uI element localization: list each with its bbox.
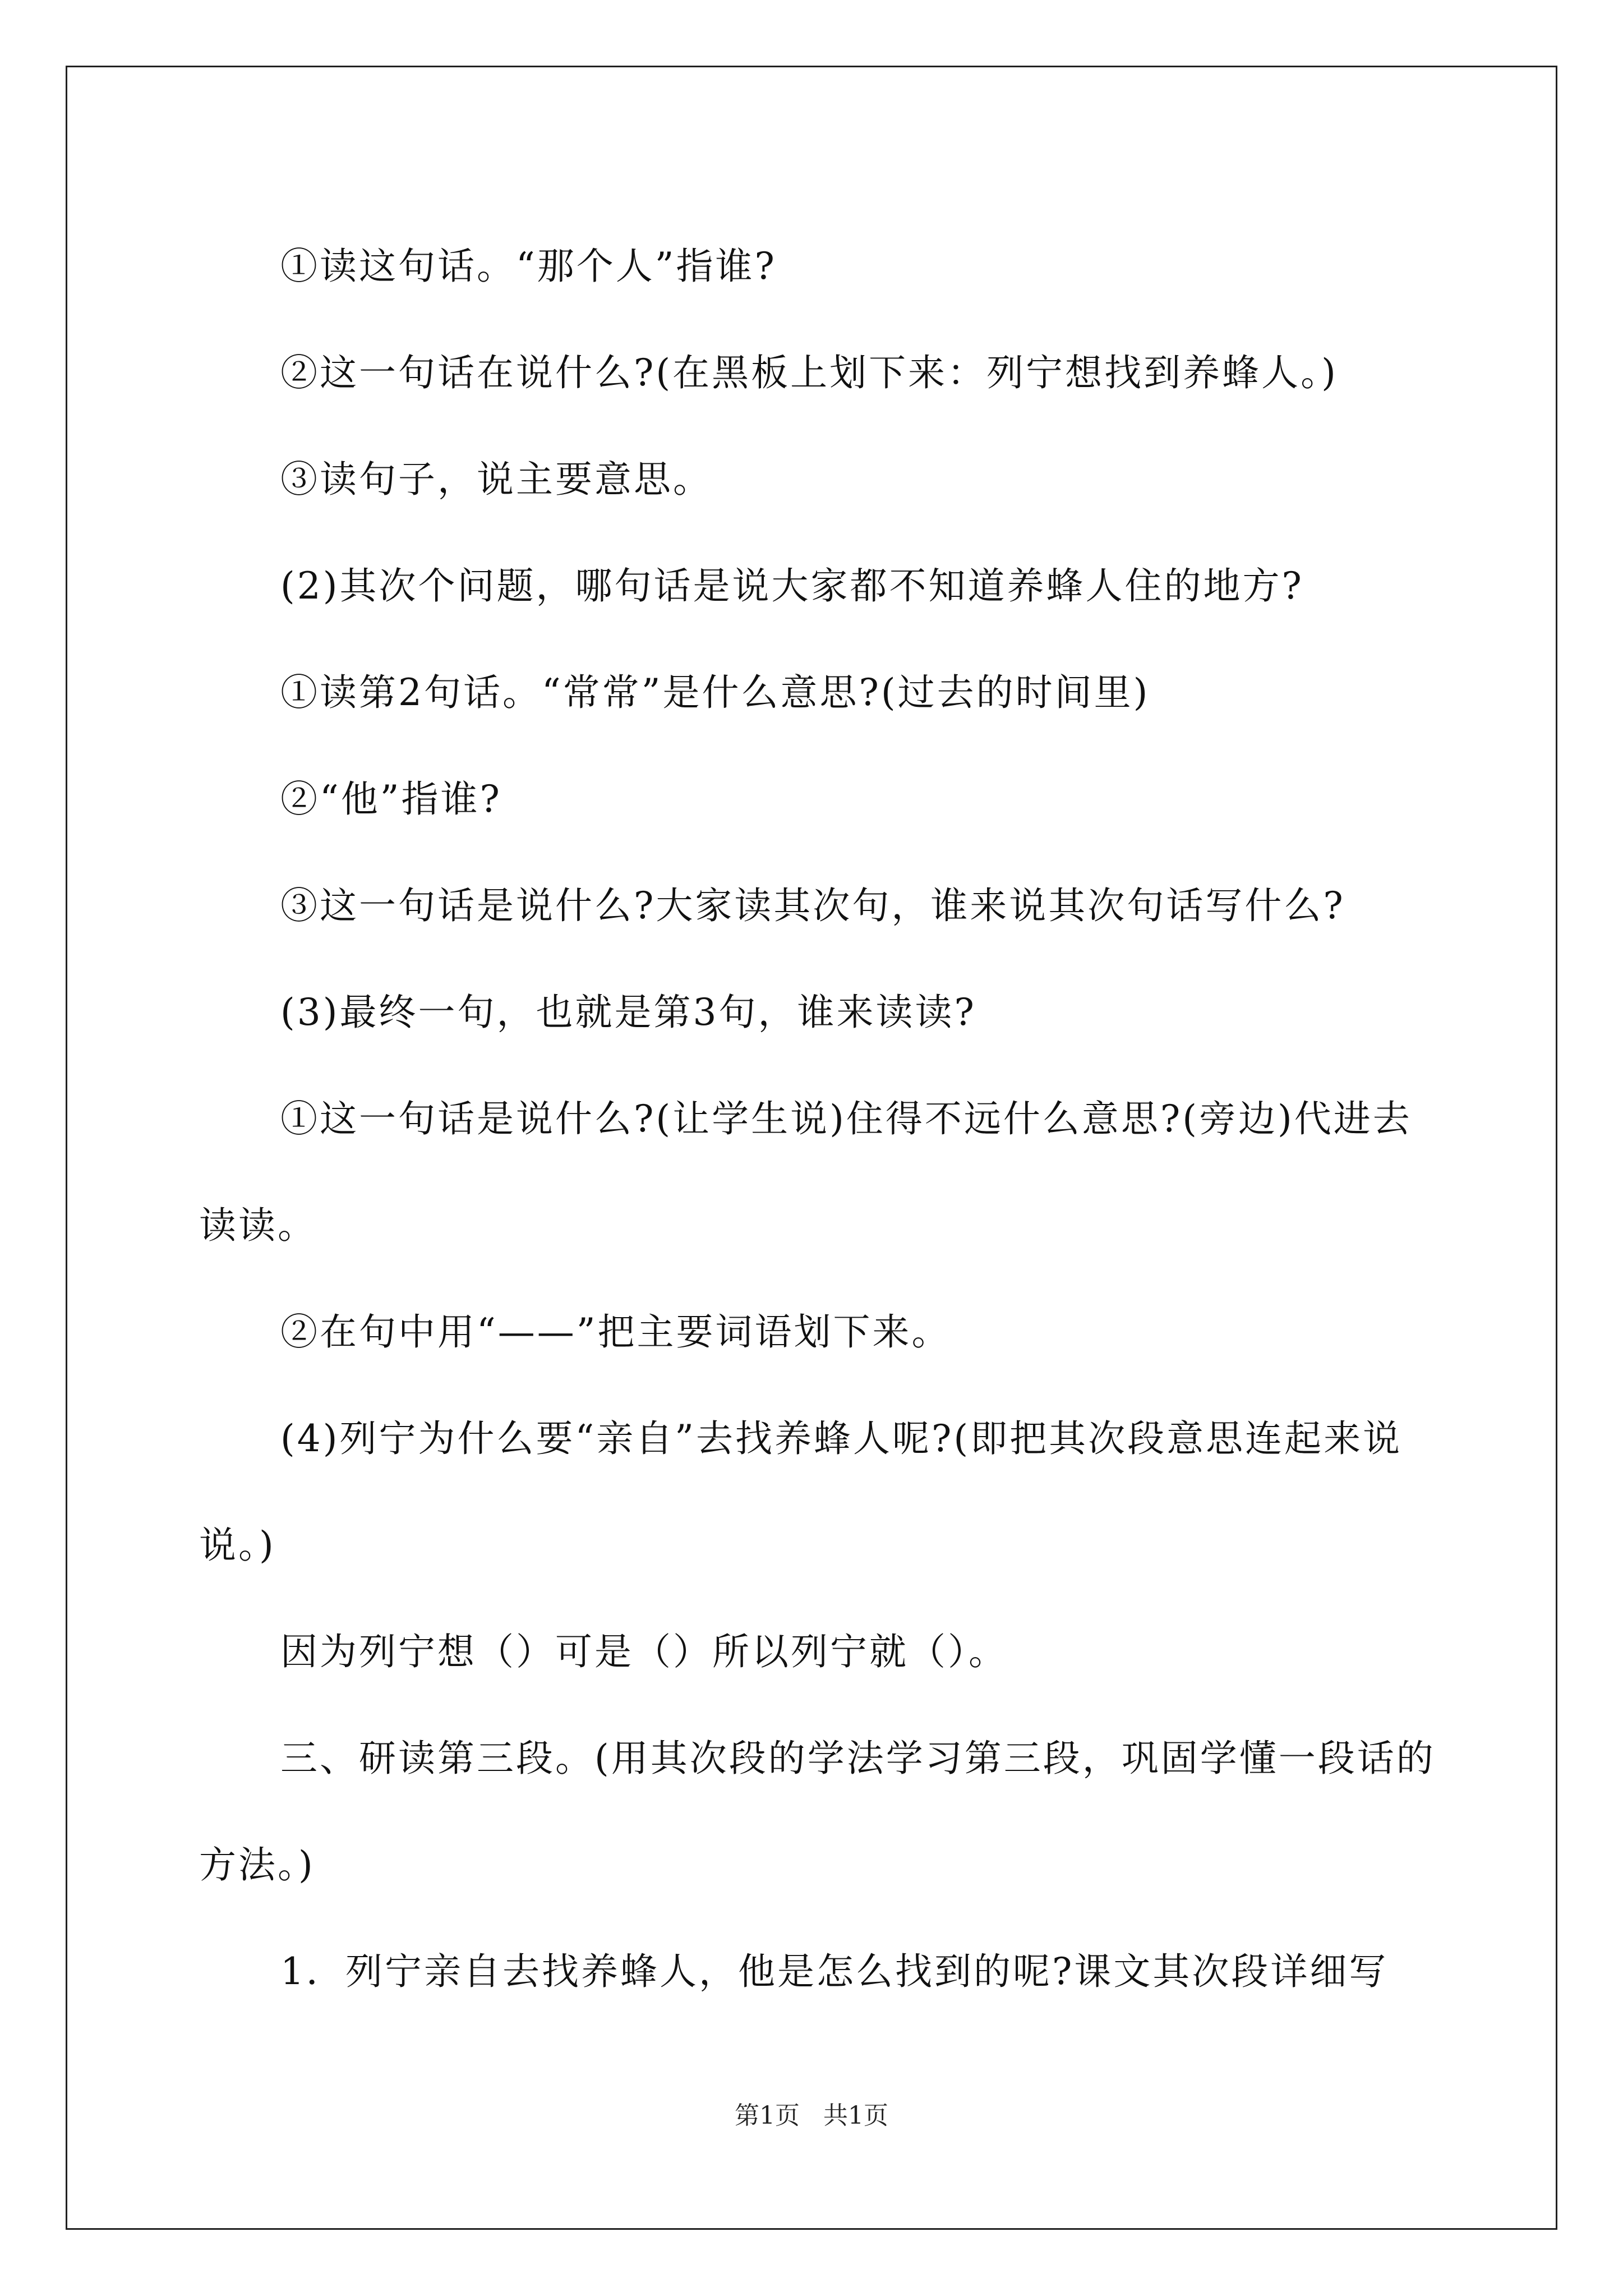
paragraph: ①这一句话是说什么?(让学生说)住得不远什么意思?(旁边)代进去读读。 [199,1097,1412,1247]
paragraph: ②在句中用“——”把主要词语划下来。 [280,1310,951,1354]
paragraph: ①读这句话。“那个人”指谁? [280,245,777,288]
paragraph: 因为列宁想（）可是（）所以列宁就（）。 [280,1630,1008,1673]
page-number-total: 共1页 [823,2101,888,2130]
page-footer [0,2095,1623,2131]
paragraph: ②“他”指谁? [280,777,502,821]
paragraph: 三、研读第三段。(用其次段的学法学习第三段，巩固学懂一段话的方法。) [199,1737,1436,1887]
paragraph: ①读第2句话。“常常”是什么意思?(过去的时间里) [280,671,1150,714]
paragraph: ③这一句话是说什么?大家读其次句，谁来说其次句话写什么? [280,884,1345,927]
paragraph: 1．列宁亲自去找养蜂人，他是怎么找到的呢?课文其次段详细写 [280,1950,1389,1993]
page-number-current: 第1页 [735,2101,800,2130]
paragraph: (3)最终一句，也就是第3句，谁来读读? [280,991,976,1034]
document-body [199,213,1438,2025]
paragraph: (4)列宁为什么要“亲自”去找养蜂人呢?(即把其次段意思连起来说说。) [199,1417,1403,1567]
paragraph: (2)其次个问题，哪句话是说大家都不知道养蜂人住的地方? [280,564,1304,608]
paragraph: ②这一句话在说什么?(在黑板上划下来：列宁想找到养蜂人。) [280,351,1338,394]
paragraph: ③读句子，说主要意思。 [280,458,712,501]
